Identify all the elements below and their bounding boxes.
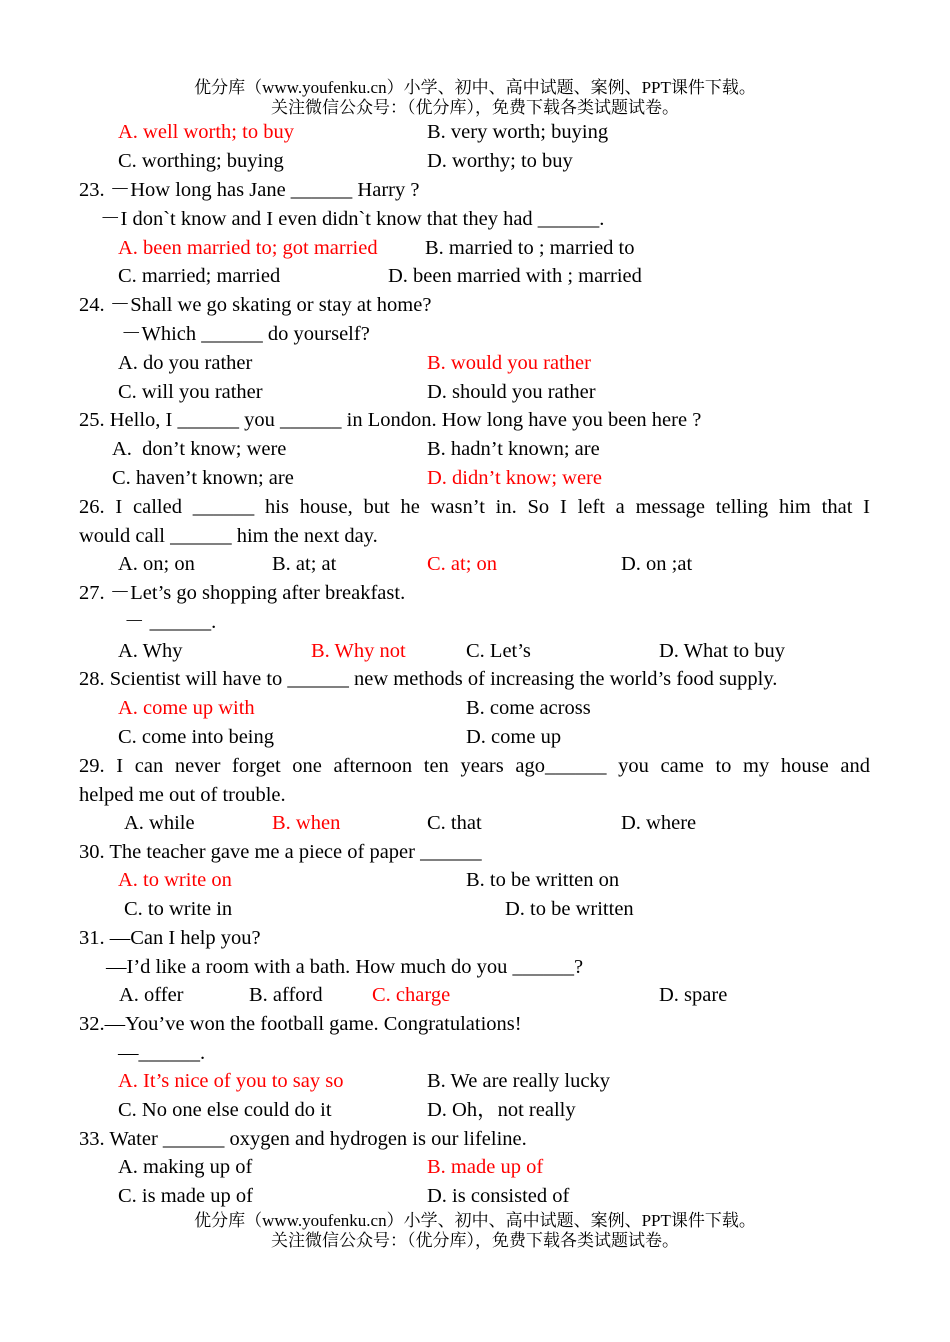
q25-option-c: C. haven’t known; are (112, 467, 294, 489)
q30-option-c: C. to write in (124, 898, 233, 920)
q23-option-d: D. been married with ; married (388, 265, 642, 287)
q33-option-a: A. making up of (118, 1156, 253, 1178)
q32-option-a: A. It’s nice of you to say so (118, 1070, 344, 1092)
q29-option-b: B. when (272, 812, 341, 834)
q28-stem: 28. Scientist will have to ______ new methods of increasing the world’s food supply. (79, 668, 778, 690)
q24-option-c: C. will you rather (118, 381, 263, 403)
footer-banner (0, 1211, 950, 1251)
q26-option-a: A. on; on (118, 553, 195, 575)
q33-stem: 33. Water ______ oxygen and hydrogen is our lifeline. (79, 1128, 527, 1150)
q29-stem-line-1: 29. I can never forget one afternoon ten years ago______ you came to my house and (79, 755, 870, 777)
q26-stem-line-2: would call ______ him the next day. (79, 525, 378, 547)
q30-option-d: D. to be written (505, 898, 634, 920)
q24-option-b: B. would you rather (427, 352, 591, 374)
q24-option-a: A. do you rather (118, 352, 253, 374)
q26-option-b: B. at; at (272, 553, 337, 575)
q33-option-b: B. made up of (427, 1156, 544, 1178)
q32-stem: 32.—You’ve won the football game. Congratulations! (79, 1013, 522, 1035)
q32-reply: —______. (118, 1042, 206, 1064)
footer-line-2: 关注微信公众号：（优分库），免费下载各类试题试卷。 (271, 1231, 679, 1250)
header-line-1: 优分库（www.youfenku.cn）小学、初中、高中试题、案例、PPT课件下载。 (194, 78, 756, 97)
q24-option-d: D. should you rather (427, 381, 596, 403)
q23-reply: －I don`t know and I even didn`t know that they had ______. (100, 208, 605, 230)
q28-option-a: A. come up with (118, 697, 255, 719)
q31-option-d: D. spare (659, 984, 728, 1006)
q30-option-b: B. to be written on (466, 869, 620, 891)
q24-reply: －Which ______ do yourself? (121, 323, 370, 345)
header-line-2: 关注微信公众号：（优分库），免费下载各类试题试卷。 (271, 98, 679, 117)
q27-option-a: A. Why (118, 640, 183, 662)
q27-option-b: B. Why not (311, 640, 406, 662)
q32-option-b: B. We are really lucky (427, 1070, 610, 1092)
q28-option-c: C. come into being (118, 726, 275, 748)
q33-option-d: D. is consisted of (427, 1185, 570, 1207)
q31-option-c: C. charge (372, 984, 451, 1006)
q32-option-c: C. No one else could do it (118, 1099, 332, 1121)
q22-option-a: A. well worth; to buy (118, 121, 294, 143)
q23-option-b: B. married to ; married to (425, 237, 635, 259)
q25-stem: 25. Hello, I ______ you ______ in London. How long have you been here ? (79, 409, 702, 431)
q22-option-d: D. worthy; to buy (427, 150, 573, 172)
q31-stem: 31. —Can I help you? (79, 927, 261, 949)
q30-stem: 30. The teacher gave me a piece of paper ______ (79, 841, 482, 863)
q23-stem: 23. －How long has Jane ______ Harry ? (79, 179, 420, 201)
q23-option-c: C. married; married (118, 265, 281, 287)
q22-option-c: C. worthing; buying (118, 150, 284, 172)
q29-stem-line-2: helped me out of trouble. (79, 784, 286, 806)
q27-option-c: C. Let’s (466, 640, 531, 662)
q24-stem: 24. －Shall we go skating or stay at home? (79, 294, 432, 316)
q25-option-d: D. didn’t know; were (427, 467, 602, 489)
q22-option-b: B. very worth; buying (427, 121, 609, 143)
header-banner (0, 78, 950, 118)
q32-option-d: D. Oh，not really (427, 1099, 576, 1121)
q28-option-d: D. come up (466, 726, 562, 748)
q30-option-a: A. to write on (118, 869, 232, 891)
footer-line-1: 优分库（www.youfenku.cn）小学、初中、高中试题、案例、PPT课件下载。 (194, 1211, 756, 1230)
q31-reply: —I’d like a room with a bath. How much do you ______? (106, 956, 584, 978)
q25-option-a: A. don’t know; were (112, 438, 287, 460)
q26-option-d: D. on ;at (621, 553, 693, 575)
q33-option-c: C. is made up of (118, 1185, 253, 1207)
q27-reply: － ______. (124, 611, 217, 633)
q26-stem-line-1: 26. I called ______ his house, but he wasn’t in. So I left a message telling him that I (79, 496, 870, 518)
q29-option-d: D. where (621, 812, 697, 834)
q28-option-b: B. come across (466, 697, 591, 719)
q31-option-a: A. offer (119, 984, 184, 1006)
q27-option-d: D. What to buy (659, 640, 786, 662)
q23-option-a: A. been married to; got married (118, 237, 378, 259)
q31-option-b: B. afford (249, 984, 323, 1006)
q26-option-c: C. at; on (427, 553, 498, 575)
q27-stem: 27. －Let’s go shopping after breakfast. (79, 582, 406, 604)
q29-option-a: A. while (124, 812, 195, 834)
q25-option-b: B. hadn’t known; are (427, 438, 600, 460)
q29-option-c: C. that (427, 812, 482, 834)
